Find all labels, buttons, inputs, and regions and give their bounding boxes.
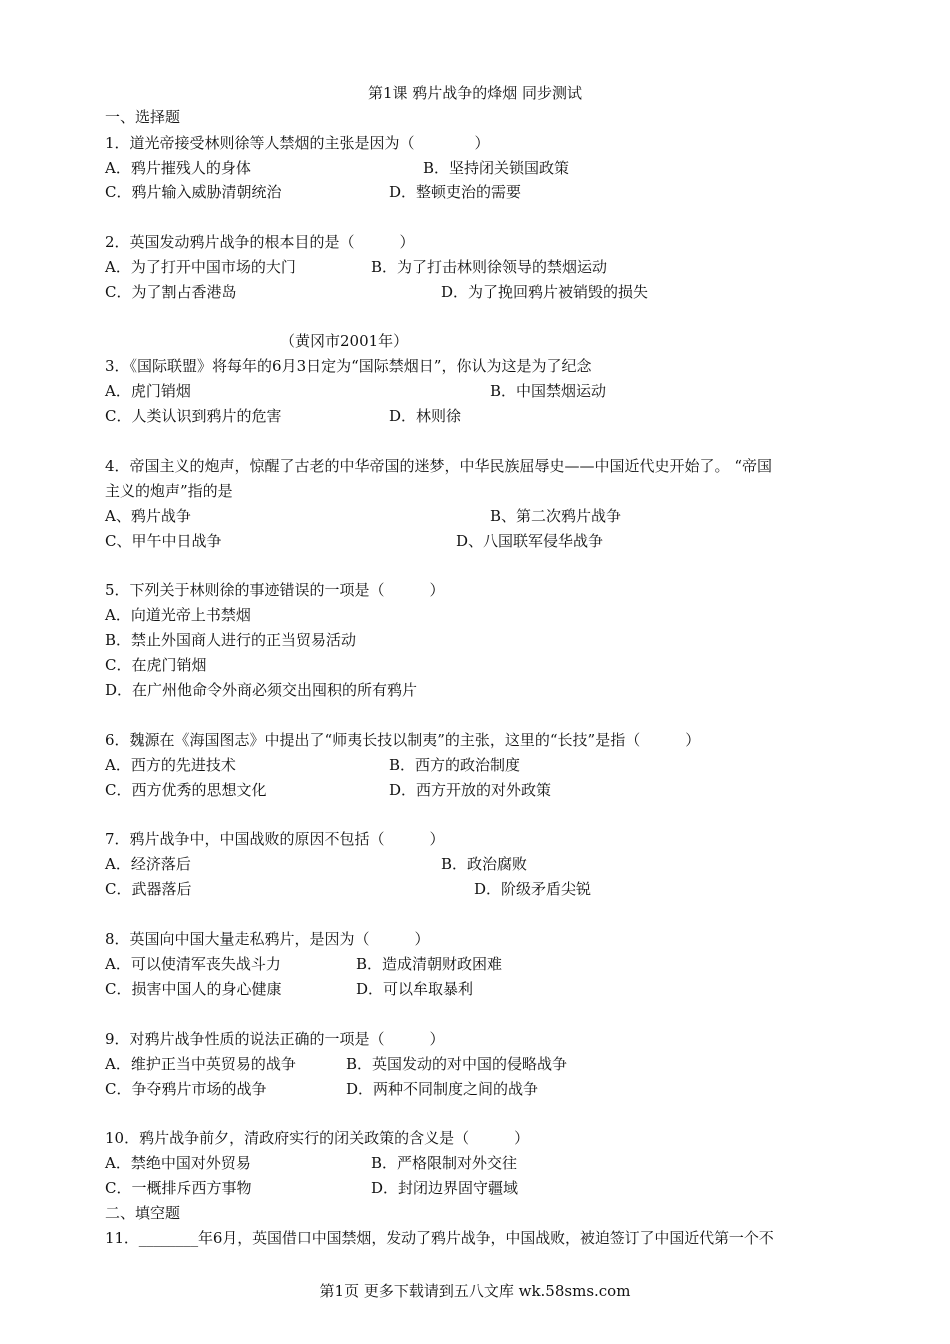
- question-2-stem: 2．英国发动鸦片战争的根本目的是（ ）: [105, 233, 415, 251]
- question-8-option-b: B．造成清朝财政困难: [356, 955, 503, 973]
- question-11-stem: 11．________年6月，英国借口中国禁烟，发动了鸦片战争，中国战败，被迫签订了中国近代第一个不: [105, 1229, 774, 1247]
- question-6-stem: 6．魏源在《海国图志》中提出了“师夷长技以制夷”的主张，这里的“长技”是指（ ）: [105, 731, 701, 749]
- question-10-option-b: B．严格限制对外交往: [371, 1154, 518, 1172]
- question-3-stem: 3．《国际联盟》将每年的6月3日定为“国际禁烟日”，你认为这是为了纪念: [105, 357, 592, 375]
- question-4-stem-line-2: 主义的炮声”指的是: [105, 482, 233, 500]
- question-7-option-b: B．政治腐败: [441, 855, 528, 873]
- question-1-option-a: A．鸦片摧残人的身体: [105, 159, 251, 177]
- section-heading-choice: 一、选择题: [105, 108, 181, 126]
- question-2-option-a: A．为了打开中国市场的大门: [105, 258, 296, 276]
- question-1-stem: 1．道光帝接受林则徐等人禁烟的主张是因为（ ）: [105, 134, 490, 152]
- question-6-option-c: C．西方优秀的思想文化: [105, 781, 267, 799]
- question-5-option-c: C．在虎门销烟: [105, 656, 207, 674]
- question-1-option-c: C．鸦片输入威胁清朝统治: [105, 183, 282, 201]
- section-heading-fill-in: 二、填空题: [105, 1204, 181, 1222]
- question-3-option-d: D．林则徐: [389, 407, 462, 425]
- question-3-option-c: C．人类认识到鸦片的危害: [105, 407, 282, 425]
- question-8-option-c: C．损害中国人的身心健康: [105, 980, 282, 998]
- question-3-option-a: A．虎门销烟: [105, 382, 191, 400]
- question-6-option-d: D．西方开放的对外政策: [389, 781, 552, 799]
- question-10-option-d: D．封闭边界固守疆域: [371, 1179, 519, 1197]
- question-9-option-b: B．英国发动的对中国的侵略战争: [346, 1055, 568, 1073]
- question-4-option-a: A、鸦片战争: [105, 507, 191, 525]
- question-9-stem: 9．对鸦片战争性质的说法正确的一项是（ ）: [105, 1030, 445, 1048]
- question-7-option-d: D．阶级矛盾尖锐: [474, 880, 592, 898]
- question-1-option-d: D．整顿吏治的需要: [389, 183, 522, 201]
- question-4-option-c: C、甲午中日战争: [105, 532, 222, 550]
- question-4-option-d: D、八国联军侵华战争: [456, 532, 604, 550]
- question-9-option-a: A．维护正当中英贸易的战争: [105, 1055, 296, 1073]
- question-4-option-b: B、第二次鸦片战争: [490, 507, 622, 525]
- question-8-stem: 8．英国向中国大量走私鸦片，是因为（ ）: [105, 930, 430, 948]
- question-7-stem: 7．鸦片战争中，中国战败的原因不包括（ ）: [105, 830, 445, 848]
- question-5-option-b: B．禁止外国商人进行的正当贸易活动: [105, 631, 357, 649]
- question-1-option-b: B．坚持闭关锁国政策: [423, 159, 570, 177]
- question-2-option-b: B．为了打击林则徐领导的禁烟运动: [371, 258, 608, 276]
- page-footer: 第1页 更多下载请到五八文库 wk.58sms.com: [319, 1282, 631, 1300]
- question-9-option-d: D．两种不同制度之间的战争: [346, 1080, 539, 1098]
- question-7-option-a: A．经济落后: [105, 855, 191, 873]
- question-8-option-d: D．可以牟取暴利: [356, 980, 474, 998]
- question-9-option-c: C．争夺鸦片市场的战争: [105, 1080, 267, 1098]
- question-5-stem: 5．下列关于林则徐的事迹错误的一项是（ ）: [105, 581, 445, 599]
- question-7-option-c: C．武器落后: [105, 880, 192, 898]
- question-5-option-a: A．向道光帝上书禁烟: [105, 606, 251, 624]
- question-10-option-a: A．禁绝中国对外贸易: [105, 1154, 251, 1172]
- question-8-option-a: A．可以使清军丧失战斗力: [105, 955, 281, 973]
- question-4-stem-line-1: 4．帝国主义的炮声，惊醒了古老的中华帝国的迷梦，中华民族屈辱史——中国近代史开始了。 “帝国: [105, 457, 772, 475]
- question-10-option-c: C．一概排斥西方事物: [105, 1179, 252, 1197]
- question-6-option-b: B．西方的政治制度: [389, 756, 521, 774]
- question-6-option-a: A．西方的先进技术: [105, 756, 236, 774]
- question-2-option-d: D．为了挽回鸦片被销毁的损失: [441, 283, 649, 301]
- question-3-option-b: B．中国禁烟运动: [490, 382, 607, 400]
- question-10-stem: 10．鸦片战争前夕，清政府实行的闭关政策的含义是（ ）: [105, 1129, 530, 1147]
- question-2-option-c: C．为了割占香港岛: [105, 283, 237, 301]
- question-3-source: （黄冈市2001年）: [280, 332, 409, 350]
- document-title: 第1课 鸦片战争的烽烟 同步测试: [367, 84, 583, 102]
- question-5-option-d: D．在广州他命令外商必须交出囤积的所有鸦片: [105, 681, 418, 699]
